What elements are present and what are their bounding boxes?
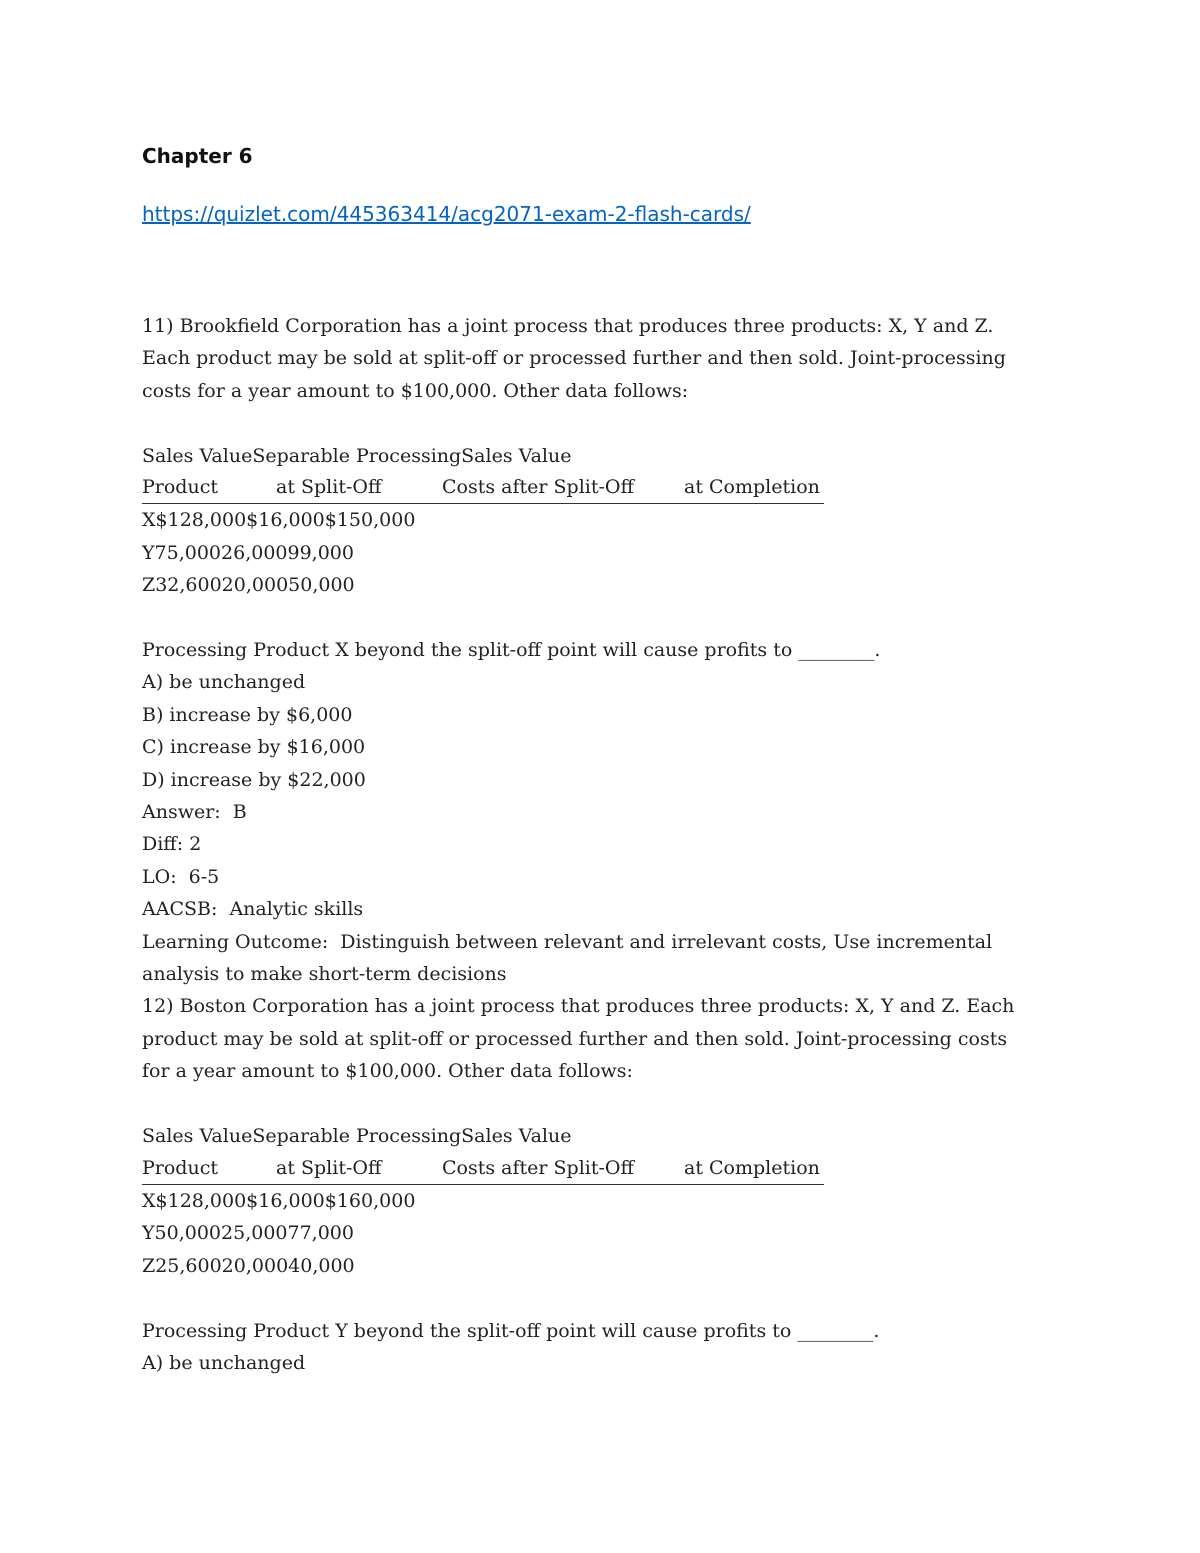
question-intro-line: costs for a year amount to $100,000. Other data follows:: [142, 379, 689, 402]
header-completion: at Completion: [684, 1156, 820, 1179]
header-costs: Costs after Split-Off: [442, 476, 634, 499]
answer-line: Answer: B: [142, 801, 247, 824]
question-12: [142, 990, 1062, 1379]
choice: C) increase by $16,000: [142, 736, 366, 759]
table-row: Y75,00026,00099,000: [142, 541, 354, 564]
table-row: Z32,60020,00050,000: [142, 574, 355, 597]
table-row: Y50,00025,00077,000: [142, 1222, 354, 1245]
table-title-line: Sales ValueSeparable ProcessingSales Value: [142, 444, 572, 467]
choice: B) increase by $6,000: [142, 703, 353, 726]
header-completion: at Completion: [684, 476, 820, 499]
question-intro-line: 12) Boston Corporation has a joint process that produces three products: X, Y and Z. Each: [142, 995, 1015, 1018]
table-row: Z25,60020,00040,000: [142, 1254, 355, 1277]
lo-line: LO: 6-5: [142, 865, 220, 888]
question-intro-line: Each product may be sold at split-off or processed further and then sold. Joint-processing: [142, 347, 1006, 370]
quizlet-link[interactable]: https://quizlet.com/445363414/acg2071-exam-2-flash-cards/: [142, 202, 751, 226]
header-product: Product: [142, 476, 218, 499]
header-split-off: at Split-Off: [276, 476, 382, 499]
choice: A) be unchanged: [142, 671, 306, 694]
table-row: X$128,000$16,000$150,000: [142, 509, 416, 532]
aacsb-line: AACSB: Analytic skills: [142, 898, 364, 921]
choice: D) increase by $22,000: [142, 768, 366, 791]
header-split-off: at Split-Off: [276, 1156, 382, 1179]
question-prompt: Processing Product Y beyond the split-off point will cause profits to ________.: [142, 1319, 880, 1342]
table-header-row: [142, 472, 824, 504]
question-intro-line: for a year amount to $100,000. Other data follows:: [142, 1060, 633, 1083]
diff-line: Diff: 2: [142, 833, 202, 856]
question-11: [142, 310, 1062, 990]
chapter-title: Chapter 6: [142, 144, 253, 168]
document-page: [142, 140, 1062, 1379]
question-intro-line: product may be sold at split-off or processed further and then sold. Joint-processing costs: [142, 1027, 1008, 1050]
table-row: X$128,000$16,000$160,000: [142, 1189, 416, 1212]
question-prompt: Processing Product X beyond the split-off point will cause profits to ________.: [142, 639, 881, 662]
table-header-row: [142, 1153, 824, 1185]
choice: A) be unchanged: [142, 1351, 306, 1374]
header-costs: Costs after Split-Off: [442, 1156, 634, 1179]
table-title-line: Sales ValueSeparable ProcessingSales Value: [142, 1125, 572, 1148]
question-intro-line: 11) Brookfield Corporation has a joint process that produces three products: X, Y and Z.: [142, 315, 994, 337]
outcome-line: Learning Outcome: Distinguish between relevant and irrelevant costs, Use incremental: [142, 930, 993, 953]
header-product: Product: [142, 1156, 218, 1179]
outcome-line: analysis to make short-term decisions: [142, 963, 507, 986]
